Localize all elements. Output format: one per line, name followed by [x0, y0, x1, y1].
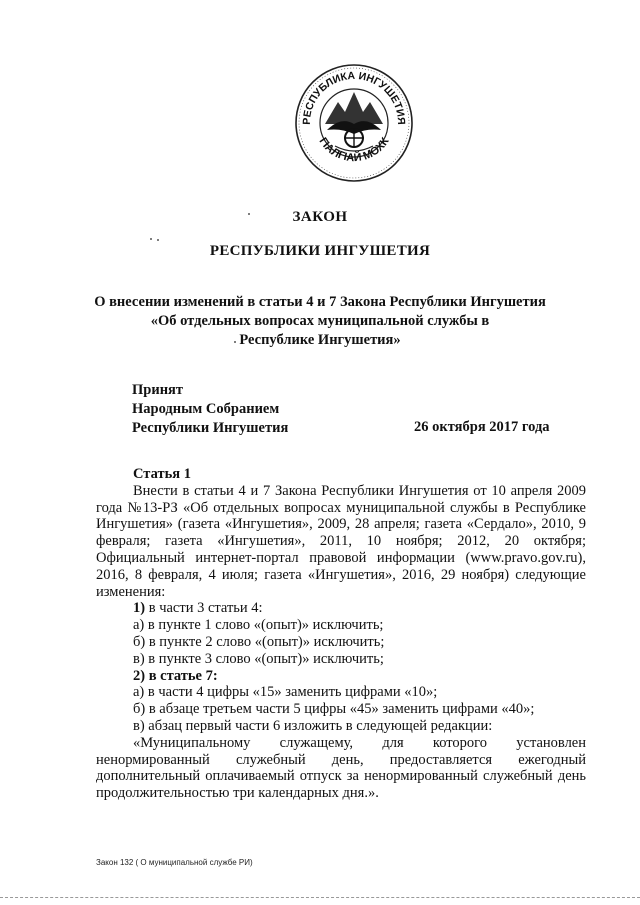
adopted-line: Принят: [132, 382, 184, 398]
seal-bottom-text: ГIАЛГIАЙ МОХК: [316, 135, 392, 165]
adopted-line: Республики Ингушетия: [132, 420, 289, 436]
mountains-icon: [325, 92, 383, 124]
document-type: ЗАКОН: [292, 209, 348, 225]
amendment-subitem: а) в части 4 цифры «15» заменить цифрами «10»;: [133, 684, 438, 701]
quoted-text: «Муниципальному служащему, для которого установлен ненормированный служебный день, предоставляется ежегодный дополнительный оплачиваемый отпуск за ненормированный служебный день продолжительностью три календарных дня.».: [96, 734, 586, 802]
adopted-line: Народным Собранием: [132, 401, 280, 417]
article-body: [96, 466, 586, 802]
document-republic: РЕСПУБЛИКИ ИНГУШЕТИЯ: [209, 243, 431, 259]
scan-edge: [0, 897, 640, 898]
amendment-subitem: б) в пункте 2 слово «(опыт)» исключить;: [133, 633, 385, 650]
document-subject: [0, 293, 640, 350]
adoption-date: 26 октября 2017 года: [414, 419, 550, 435]
scan-speck: [234, 341, 236, 343]
amendment-number: 1): [133, 600, 146, 617]
amendment-subitem: в) в пункте 3 слово «(опыт)» исключить;: [133, 650, 384, 667]
subject-line: О внесении изменений в статьи 4 и 7 Закона Республики Ингушетия: [94, 294, 546, 310]
article-intro: Внести в статьи 4 и 7 Закона Республики Ингушетия от 10 апреля 2009 года №13-РЗ «Об отдельных вопросах муниципальной службы в Республике Ингушетия» (газета «Ингушетия», 2009, 28 апреля; газета «Сердало», 2010, 9 февраля; газета «Ингушетия», 2011, 10 ноября; 2012, 20 октября; Официальный интернет-портал правовой информации (www.pravo.gov.ru), 2016, 8 февраля, 4 июля; газета «Ингушетия», 2016, 29 ноября) следующие изменения:: [96, 482, 586, 600]
adopted-block: [132, 381, 288, 438]
amendment-subitem: а) в пункте 1 слово «(опыт)» исключить;: [133, 617, 384, 634]
coat-of-arms-seal: [293, 62, 415, 184]
scan-speck: [248, 213, 250, 215]
amendment-heading: 2) в статье 7:: [133, 667, 218, 684]
amendment-item: [96, 668, 586, 685]
subject-line: Республике Ингушетия»: [239, 332, 401, 348]
scan-speck: [157, 239, 159, 241]
amendment-subitem: б) в абзаце третьем части 5 цифры «45» заменить цифрами «40»;: [133, 701, 535, 718]
scan-speck: [150, 238, 152, 240]
seal-top-text: РЕСПУБЛИКА ИНГУШЕТИЯ: [300, 69, 408, 125]
amendment-item: [96, 600, 586, 617]
footer-note: Закон 132 ( О муниципальной службе РИ): [96, 858, 253, 867]
article-title: Статья 1: [133, 466, 191, 482]
amendment-text: в части 3 статьи 4:: [145, 600, 263, 617]
subject-line: «Об отдельных вопросах муниципальной службы в: [150, 313, 490, 329]
amendment-subitem: в) абзац первый части 6 изложить в следующей редакции:: [133, 717, 493, 734]
